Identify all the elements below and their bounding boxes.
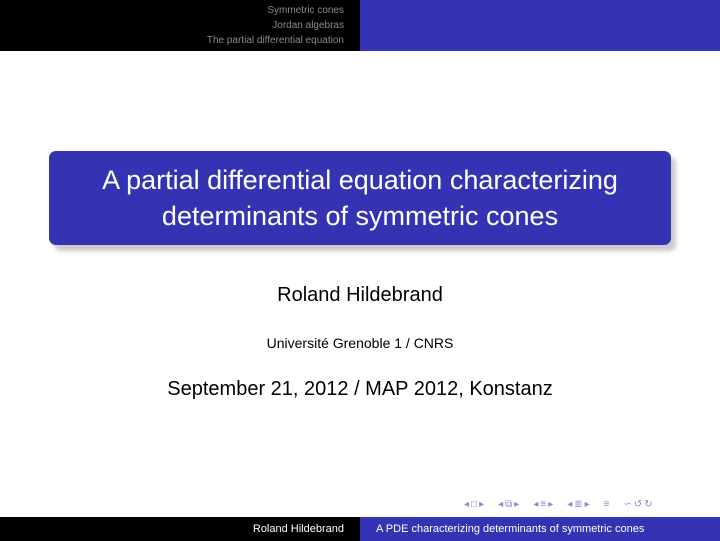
section-navigation [207, 3, 344, 48]
header-bar [0, 0, 720, 51]
footer-bar [0, 517, 720, 541]
nav-back-icon[interactable]: ↺ [633, 498, 643, 510]
nav-next-frame-icon[interactable]: ▸ [479, 498, 485, 510]
nav-forward-icon[interactable]: ↻ [644, 498, 653, 510]
nav-doc-icon[interactable]: ≣ [574, 498, 583, 510]
nav-subsection-icon[interactable]: ⧉ [505, 498, 513, 510]
title-block [49, 151, 671, 245]
nav-search-icon[interactable]: ∽ [623, 498, 632, 510]
nav-prev-subsection-icon[interactable]: ◂ [498, 498, 504, 510]
nav-prev-frame-icon[interactable]: ◂ [464, 498, 470, 510]
nav-next-doc-icon[interactable]: ▸ [584, 498, 590, 510]
nav-prev-doc-icon[interactable]: ◂ [567, 498, 573, 510]
footer-author: Roland Hildebrand [0, 517, 360, 541]
author-name: Roland Hildebrand [277, 284, 443, 306]
nav-prev-section-icon[interactable]: ◂ [533, 498, 539, 510]
nav-section-jordan-algebras[interactable]: Jordan algebras [272, 20, 344, 31]
nav-section-symmetric-cones[interactable]: Symmetric cones [267, 5, 344, 16]
beamer-navigation-symbols [464, 496, 653, 512]
date-event: September 21, 2012 / MAP 2012, Konstanz [167, 378, 553, 400]
nav-section-pde[interactable]: The partial differential equation [206, 35, 344, 46]
nav-frame-icon[interactable]: □ [471, 498, 478, 510]
nav-appendix-icon[interactable]: ≡ [603, 498, 610, 510]
header-section-panel [0, 0, 360, 51]
nav-next-subsection-icon[interactable]: ▸ [514, 498, 520, 510]
presentation-title: A partial differential equation characterizing determinants of symmetric cones [102, 165, 618, 231]
institute: Université Grenoble 1 / CNRS [266, 335, 454, 351]
nav-section-icon[interactable]: ≡ [540, 498, 547, 510]
nav-next-section-icon[interactable]: ▸ [548, 498, 554, 510]
header-subsection-panel [360, 0, 720, 51]
footer-short-title: A PDE characterizing determinants of symmetric cones [360, 517, 720, 541]
